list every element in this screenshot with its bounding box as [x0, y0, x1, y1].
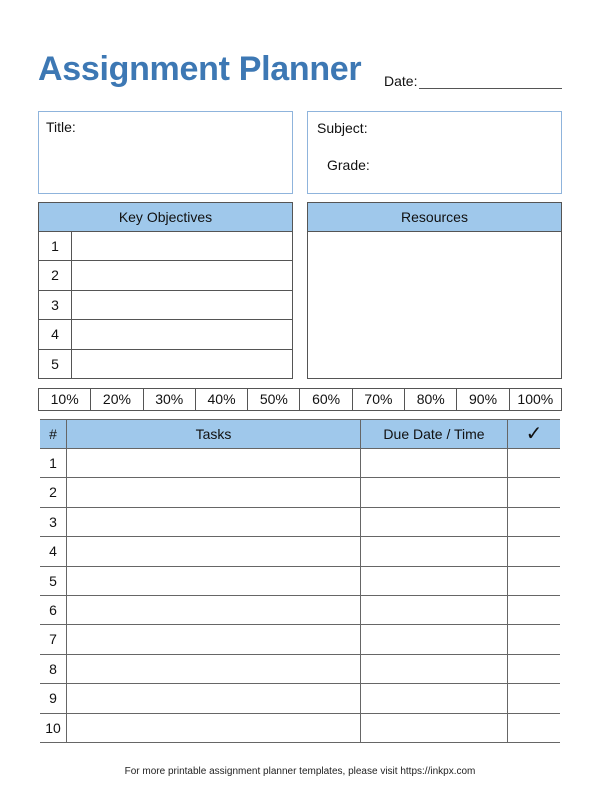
task-field[interactable] [67, 449, 361, 477]
resources-section [307, 202, 562, 379]
objective-field[interactable] [72, 261, 292, 289]
done-checkbox[interactable] [508, 537, 560, 565]
done-checkbox[interactable] [508, 508, 560, 536]
objective-number: 3 [39, 291, 72, 319]
tasks-header: Tasks [67, 420, 361, 448]
task-row [40, 449, 560, 478]
objective-row [39, 261, 292, 290]
objective-number: 2 [39, 261, 72, 289]
task-number: 2 [40, 478, 67, 506]
task-number: 6 [40, 596, 67, 624]
progress-step[interactable]: 10% [39, 389, 91, 410]
subject-label: Subject: [317, 120, 368, 136]
done-checkbox[interactable] [508, 567, 560, 595]
done-checkbox[interactable] [508, 596, 560, 624]
task-field[interactable] [67, 655, 361, 683]
task-row [40, 567, 560, 596]
task-row [40, 508, 560, 537]
task-row [40, 655, 560, 684]
task-row [40, 478, 560, 507]
done-checkbox[interactable] [508, 684, 560, 712]
due-field[interactable] [361, 567, 508, 595]
title-box[interactable] [38, 111, 293, 194]
done-checkbox[interactable] [508, 449, 560, 477]
date-field[interactable] [419, 88, 562, 89]
task-number: 10 [40, 714, 67, 742]
progress-step[interactable]: 70% [353, 389, 405, 410]
objective-field[interactable] [72, 232, 292, 260]
num-header: # [40, 420, 67, 448]
objective-number: 1 [39, 232, 72, 260]
due-field[interactable] [361, 684, 508, 712]
task-number: 9 [40, 684, 67, 712]
task-field[interactable] [67, 508, 361, 536]
progress-step[interactable]: 40% [196, 389, 248, 410]
task-number: 8 [40, 655, 67, 683]
task-field[interactable] [67, 714, 361, 742]
objective-row [39, 350, 292, 379]
due-field[interactable] [361, 537, 508, 565]
key-objectives-section [38, 202, 293, 379]
objective-row [39, 291, 292, 320]
checkmark-icon: ✓ [525, 423, 543, 445]
objective-row [39, 320, 292, 349]
progress-step[interactable]: 30% [144, 389, 196, 410]
objective-number: 5 [39, 350, 72, 379]
subject-grade-box[interactable] [307, 111, 562, 194]
due-field[interactable] [361, 596, 508, 624]
footer-text: For more printable assignment planner templates, please visit https://inkpx.com [124, 766, 476, 777]
page-title: Assignment Planner [38, 50, 362, 88]
progress-step[interactable]: 20% [91, 389, 143, 410]
task-field[interactable] [67, 478, 361, 506]
task-row [40, 714, 560, 743]
task-row [40, 625, 560, 654]
key-objectives-heading: Key Objectives [39, 203, 292, 232]
tasks-table [40, 419, 560, 743]
tasks-header-row [40, 419, 560, 449]
due-field[interactable] [361, 449, 508, 477]
objective-field[interactable] [72, 291, 292, 319]
task-row [40, 596, 560, 625]
task-field[interactable] [67, 625, 361, 653]
due-field[interactable] [361, 625, 508, 653]
date-label: Date: [384, 73, 418, 89]
progress-step[interactable]: 80% [405, 389, 457, 410]
due-field[interactable] [361, 508, 508, 536]
done-checkbox[interactable] [508, 655, 560, 683]
done-checkbox[interactable] [508, 714, 560, 742]
progress-bar [38, 388, 562, 411]
task-field[interactable] [67, 684, 361, 712]
task-number: 7 [40, 625, 67, 653]
task-field[interactable] [67, 596, 361, 624]
resources-area[interactable] [308, 232, 561, 378]
task-row [40, 684, 560, 713]
progress-step[interactable]: 60% [300, 389, 352, 410]
due-field[interactable] [361, 714, 508, 742]
objective-field[interactable] [72, 350, 292, 379]
due-field[interactable] [361, 478, 508, 506]
task-field[interactable] [67, 537, 361, 565]
task-number: 4 [40, 537, 67, 565]
progress-step[interactable]: 50% [248, 389, 300, 410]
progress-step[interactable]: 90% [457, 389, 509, 410]
objective-number: 4 [39, 320, 72, 348]
due-field[interactable] [361, 655, 508, 683]
task-field[interactable] [67, 567, 361, 595]
due-header: Due Date / Time [361, 420, 508, 448]
task-number: 3 [40, 508, 67, 536]
progress-step[interactable]: 100% [517, 391, 554, 407]
objective-field[interactable] [72, 320, 292, 348]
task-number: 1 [40, 449, 67, 477]
task-row [40, 537, 560, 566]
task-number: 5 [40, 567, 67, 595]
title-label: Title: [46, 119, 76, 135]
done-checkbox[interactable] [508, 625, 560, 653]
done-checkbox[interactable] [508, 478, 560, 506]
grade-label: Grade: [327, 157, 370, 173]
objective-row [39, 232, 292, 261]
resources-heading: Resources [308, 203, 561, 232]
